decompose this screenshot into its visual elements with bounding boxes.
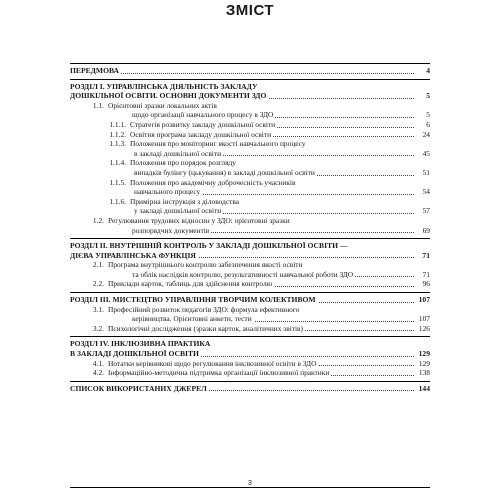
table-of-contents: [70, 60, 430, 393]
page-ref: 71: [422, 269, 430, 279]
toc-entry-references[interactable]: СПИСОК ВИКОРИСТАНИХ ДЖЕРЕЛ 144: [70, 383, 430, 393]
toc-item-3-2[interactable]: 3.2. Психологічні дослідження (зразки карток, аналітичних звітів) 126: [92, 323, 430, 333]
toc-section-2-heading-cont[interactable]: ДІЄВА УПРАВЛІНСЬКА ФУНКЦІЯ 71: [70, 250, 430, 260]
toc-item-1-1-5-cont[interactable]: навчального процесу 54: [134, 187, 430, 197]
toc-item-1-1[interactable]: 1.1. Орієнтовні зразки локальних актів: [92, 100, 217, 110]
page-ref: 54: [422, 187, 430, 197]
divider: [70, 238, 430, 239]
toc-item-2-1[interactable]: 2.1. Програма внутрішнього контролю забезпечення якості освіти: [92, 260, 303, 270]
divider: [70, 381, 430, 382]
toc-item-1-1-4-cont[interactable]: випадків булінгу (цькування) в закладі дошкільної освіти 51: [134, 167, 430, 177]
toc-item-3-1-cont[interactable]: керівництва. Орієнтовні анкети, тести 107: [132, 314, 430, 324]
divider: [70, 336, 430, 337]
divider: [70, 79, 430, 80]
page-ref: 144: [418, 383, 430, 393]
toc-section-4-heading-cont[interactable]: В ЗАКЛАДІ ДОШКІЛЬНОЇ ОСВІТИ 129: [70, 349, 430, 359]
page-ref: 51: [422, 167, 430, 177]
page-title: ЗМІСТ: [225, 2, 275, 19]
divider: [70, 292, 430, 293]
toc-section-3-heading[interactable]: РОЗДІЛ III. МИСТЕЦТВО УПРАВЛІННЯ ТВОРЧИМ КОЛЕКТИВОМ 107: [70, 295, 430, 305]
toc-item-1-1-6-cont[interactable]: у закладі дошкільної освіти 57: [134, 206, 430, 216]
toc-item-1-1-4[interactable]: 1.1.4. Положення про порядок розгляду: [109, 158, 236, 168]
page-ref: 129: [418, 358, 430, 368]
page-ref: 5: [426, 91, 430, 101]
page-ref: 138: [418, 368, 430, 378]
toc-section-1-heading[interactable]: РОЗДІЛ I. УПРАВЛІНСЬКА ДІЯЛЬНІСТЬ ЗАКЛАДУ: [70, 81, 258, 91]
toc-section-1-heading-cont[interactable]: ДОШКІЛЬНОЇ ОСВІТИ. ОСНОВНІ ДОКУМЕНТИ ЗДО 5: [70, 91, 430, 101]
toc-item-1-1-2[interactable]: 1.1.2. Освітня програма закладу дошкільної освіти 24: [109, 129, 430, 139]
toc-item-3-1[interactable]: 3.1. Професійний розвиток педагогів ЗДО: формула ефективного: [92, 304, 300, 314]
page-ref: 4: [426, 66, 430, 75]
toc-item-1-1-3[interactable]: 1.1.3. Положення про моніторинг якості навчального процесу: [109, 139, 306, 149]
divider: [70, 63, 430, 64]
page-ref: 107: [418, 314, 430, 324]
page-ref: 69: [422, 225, 430, 235]
toc-item-1-1-3-cont[interactable]: в закладі дошкільної освіти 45: [134, 148, 430, 158]
page-ref: 107: [418, 295, 430, 305]
page-ref: 6: [426, 119, 430, 129]
toc-item-4-2[interactable]: 4.2. Інформаційно-методична підтримка організації інклюзивної практики 138: [92, 368, 430, 378]
toc-item-4-1[interactable]: 4.1. Нотатки керівникові щодо регулювання інклюзивної освіти в ЗДО 129: [92, 358, 430, 368]
toc-section-2-heading[interactable]: РОЗДІЛ II. ВНУТРІШНІЙ КОНТРОЛЬ У ЗАКЛАДІ ДОШКІЛЬНОЇ ОСВІТИ —: [70, 241, 348, 251]
page-ref: 57: [422, 206, 430, 216]
toc-entry-intro[interactable]: ПЕРЕДМОВА 4: [70, 66, 430, 75]
page-ref: 5: [426, 110, 430, 120]
page-ref: 126: [418, 323, 430, 333]
page-ref: 129: [418, 349, 430, 359]
page-ref: 71: [422, 250, 430, 260]
page-number: 3: [0, 480, 500, 487]
toc-item-1-2[interactable]: 1.2. Регулювання трудових відносин у ЗДО: орієнтовні зразки: [92, 215, 290, 225]
toc-section-4-heading[interactable]: РОЗДІЛ IV. ІНКЛЮЗИВНА ПРАКТИКА: [70, 339, 211, 349]
toc-item-2-1-cont[interactable]: та облік наслідків контролю, результативності навчальної роботи ЗДО 71: [132, 269, 430, 279]
page-ref: 24: [422, 129, 430, 139]
page-ref: 45: [422, 148, 430, 158]
toc-item-1-1-cont[interactable]: щодо організації навчального процесу в ЗДО 5: [132, 110, 430, 120]
toc-item-2-2[interactable]: 2.2. Приклади карток, таблиць для здійснення контролю 96: [92, 279, 430, 289]
page-ref: 96: [422, 279, 430, 289]
toc-item-1-2-cont[interactable]: розпорядчих документів 69: [132, 225, 430, 235]
toc-item-1-1-6[interactable]: 1.1.6. Примірна інструкція з діловодства: [109, 196, 240, 206]
toc-item-1-1-5[interactable]: 1.1.5. Положення про академічну доброчесність учасників: [109, 177, 296, 187]
footer-divider: [70, 487, 430, 488]
toc-item-1-1-1[interactable]: 1.1.1. Стратегія розвитку закладу дошкільної освіти 6: [109, 119, 430, 129]
